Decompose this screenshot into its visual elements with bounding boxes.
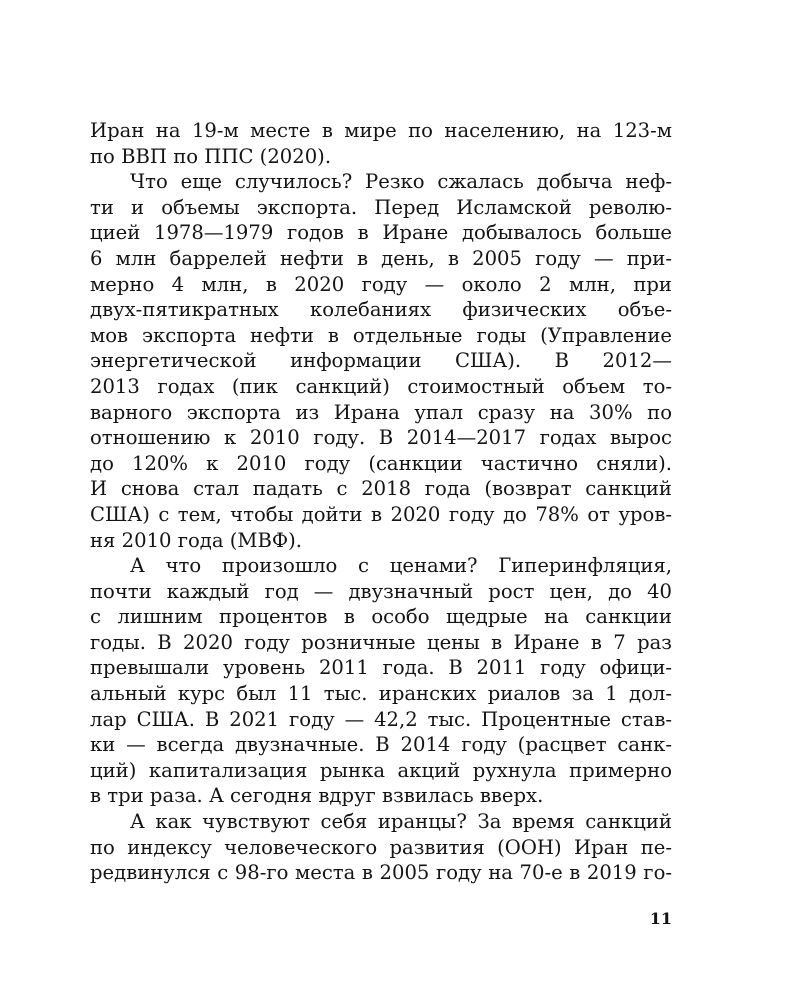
text-line: ки — всегда двузначные. В 2014 году (расцвет санк- [90, 733, 672, 757]
text-line: с лишним процентов в особо щедрые на санкции [90, 605, 672, 629]
text-line: почти каждый год — двузначный рост цен, до 40 [90, 579, 672, 603]
text-line: А что произошло с ценами? Гиперинфляция, [130, 554, 672, 578]
text-line: ня 2010 года (МВФ). [90, 528, 303, 552]
text-line: И снова стал падать с 2018 года (возврат санкций [90, 477, 672, 501]
text-line: цией 1978—1979 годов в Иране добывалось больше [90, 221, 672, 245]
text-line: по ВВП по ППС (2020). [90, 144, 332, 168]
text-line: двух-пятикратных колебаниях физических объе- [90, 298, 672, 322]
text-line: Что еще случилось? Резко сжалась добыча неф- [130, 170, 672, 194]
text-line: альный курс был 11 тыс. иранских риалов за 1 дол- [90, 682, 672, 706]
text-line: 6 млн баррелей нефти в день, в 2005 году — при- [90, 246, 672, 270]
text-line: по индексу человеческого развития (ООН) Иран пе- [90, 835, 672, 859]
text-line: лар США. В 2021 году — 42,2 тыс. Процентные став- [90, 707, 672, 731]
text-line: мерно 4 млн, в 2020 году — около 2 млн, при [90, 272, 672, 296]
body-text [90, 118, 672, 886]
text-line: превышали уровень 2011 года. В 2011 году офици- [90, 656, 672, 680]
text-line: 2013 годах (пик санкций) стоимостный объем то- [90, 374, 672, 398]
text-line: до 120% к 2010 году (санкции частично сняли). [90, 451, 672, 475]
text-line: энергетической информации США). В 2012— [90, 349, 672, 373]
text-line: США) с тем, чтобы дойти в 2020 году до 78% от уров- [90, 502, 672, 526]
text-line: варного экспорта из Ирана упал сразу на 30% по [90, 400, 672, 424]
text-line: Иран на 19-м месте в мире по населению, на 123-м [90, 119, 672, 142]
text-line: мов экспорта нефти в отдельные годы (Управление [90, 323, 672, 347]
text-line: годы. В 2020 году розничные цены в Иране в 7 раз [90, 630, 672, 654]
text-line: А как чувствуют себя иранцы? За время санкций [130, 810, 672, 834]
page-number: 11 [649, 909, 672, 928]
text-line: в три раза. А сегодня вдруг взвилась вверх. [90, 784, 544, 808]
text-line: отношению к 2010 году. В 2014—2017 годах вырос [90, 426, 672, 450]
text-line: ти и объемы экспорта. Перед Исламской револю- [90, 195, 672, 219]
text-line: редвинулся с 98-го места в 2005 году на 70-е в 2019 го- [90, 861, 672, 885]
text-line: ций) капитализация рынка акций рухнула примерно [90, 758, 672, 782]
